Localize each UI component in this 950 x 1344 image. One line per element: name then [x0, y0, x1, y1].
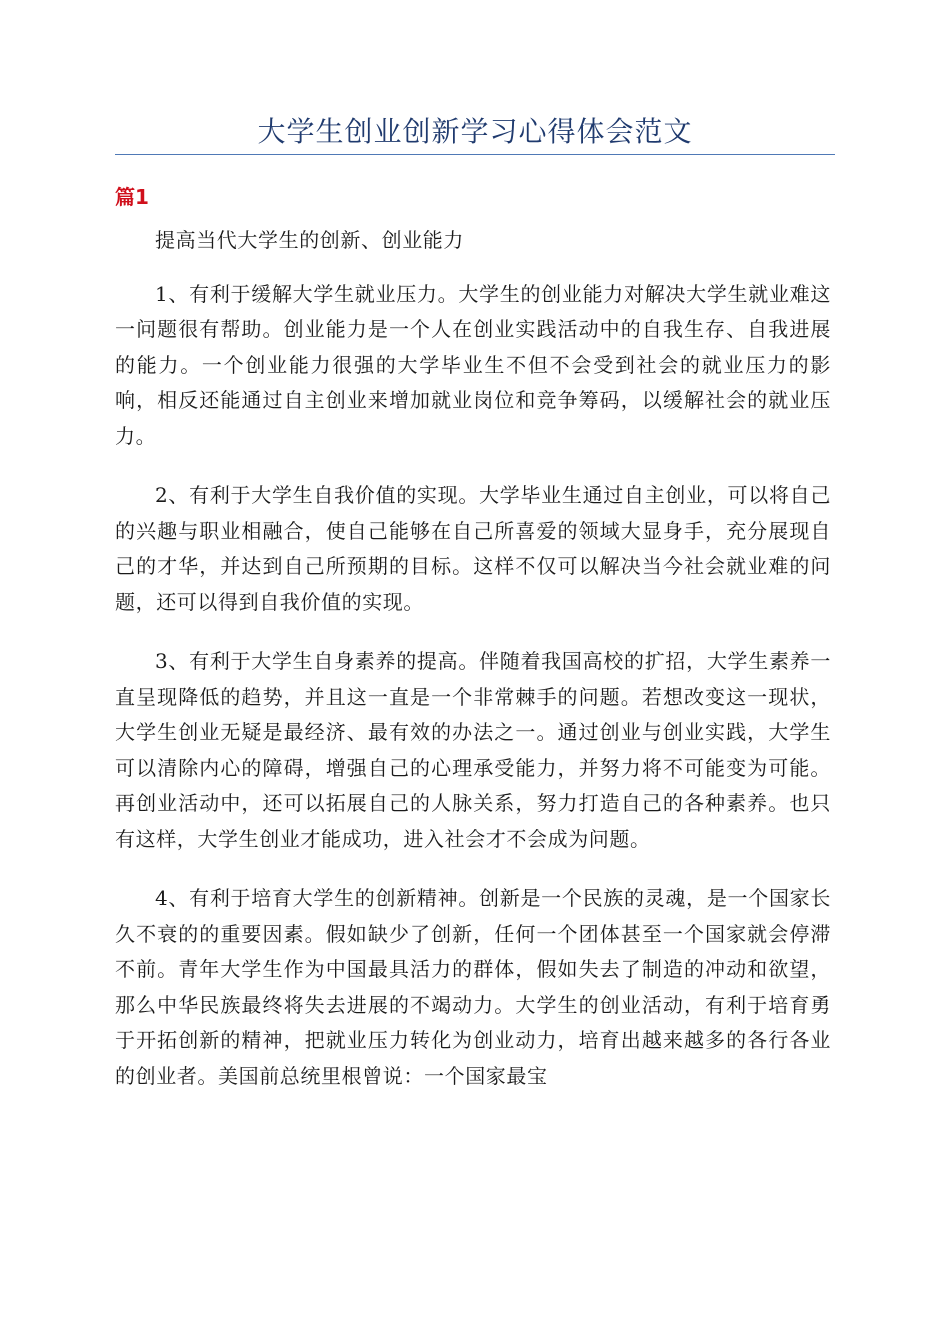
paragraph-2: 2、有利于大学生自我价值的实现。大学毕业生通过自主创业，可以将自己的兴趣与职业相融合，使自己能够在自己所喜爱的领域大显身手，充分展现自己的才华，并达到自己所预期的目标。这样不仅可以解决当今社会就业难的问题，还可以得到自我价值的实现。	[115, 483, 831, 614]
subheading: 提高当代大学生的创新、创业能力	[155, 228, 464, 252]
paragraph-3: 3、有利于大学生自身素养的提高。伴随着我国高校的扩招，大学生素养一直呈现降低的趋势，并且这一直是一个非常棘手的问题。若想改变这一现状，大学生创业无疑是最经济、最有效的办法之一。通过创业与创业实践，大学生可以清除内心的障碍，增强自己的心理承受能力，并努力将不可能变为可能。再创业活动中，还可以拓展自己的人脉关系，努力打造自己的各种素养。也只有这样，大学生创业才能成功，进入社会才不会成为问题。	[115, 649, 831, 851]
paragraph-4: 4、有利于培育大学生的创新精神。创新是一个民族的灵魂，是一个国家长久不衰的的重要因素。假如缺少了创新，任何一个团体甚至一个国家就会停滞不前。青年大学生作为中国最具活力的群体，假如失去了制造的冲动和欲望，那么中华民族最终将失去进展的不竭动力。大学生的创业活动，有利于培育勇于开拓创新的精神，把就业压力转化为创业动力，培育出越来越多的各行各业的创业者。美国前总统里根曾说：一个国家最宝	[115, 886, 831, 1088]
paragraph-1: 1、有利于缓解大学生就业压力。大学生的创业能力对解决大学生就业难这一问题很有帮助。创业能力是一个人在创业实践活动中的自我生存、自我进展的能力。一个创业能力很强的大学毕业生不但不会受到社会的就业压力的影响，相反还能通过自主创业来增加就业岗位和竞争筹码，以缓解社会的就业压力。	[115, 281, 831, 448]
document-title: 大学生创业创新学习心得体会范文	[257, 115, 693, 148]
document-body	[115, 223, 831, 1118]
title-underline	[115, 154, 835, 155]
section-heading: 篇1	[115, 185, 149, 209]
